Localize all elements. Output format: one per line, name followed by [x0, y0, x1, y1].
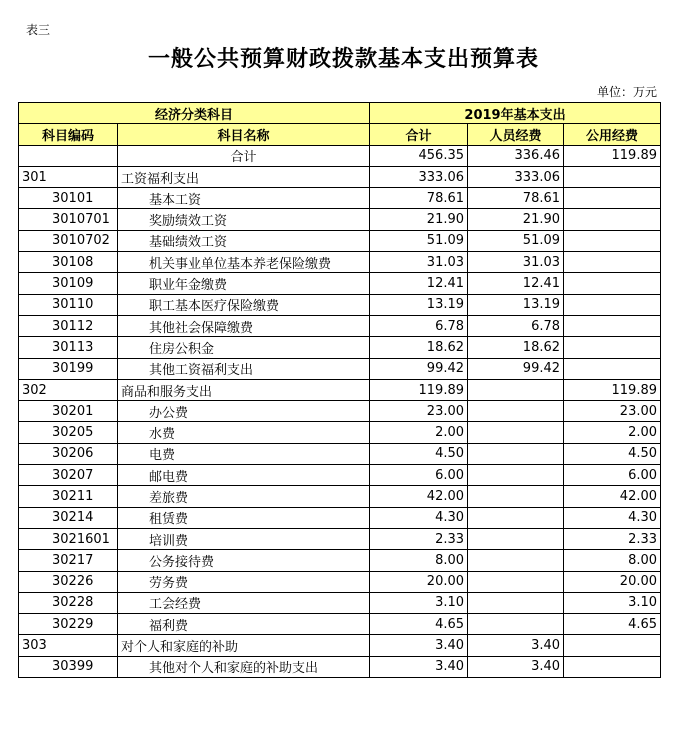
cell-name: 工资福利支出 — [118, 166, 370, 187]
cell-staff — [468, 550, 564, 571]
cell-staff — [468, 507, 564, 528]
cell-public: 42.00 — [564, 486, 661, 507]
cell-code: 30101 — [19, 188, 118, 209]
cell-total: 18.62 — [370, 337, 468, 358]
cell-public — [564, 358, 661, 379]
header-group-row — [19, 103, 661, 124]
table-row — [19, 379, 661, 400]
cell-public: 23.00 — [564, 401, 661, 422]
cell-staff: 99.42 — [468, 358, 564, 379]
cell-public: 119.89 — [564, 379, 661, 400]
cell-code: 30108 — [19, 252, 118, 273]
cell-total: 51.09 — [370, 230, 468, 251]
header-staff: 人员经费 — [468, 124, 564, 145]
table-row — [19, 635, 661, 656]
cell-public: 4.50 — [564, 443, 661, 464]
cell-name: 劳务费 — [118, 571, 370, 592]
cell-code: 30113 — [19, 337, 118, 358]
table-row — [19, 571, 661, 592]
cell-total: 2.33 — [370, 528, 468, 549]
table-row — [19, 507, 661, 528]
cell-staff: 78.61 — [468, 188, 564, 209]
cell-code: 3010701 — [19, 209, 118, 230]
cell-name: 职业年金缴费 — [118, 273, 370, 294]
cell-total: 21.90 — [370, 209, 468, 230]
cell-staff: 3.40 — [468, 656, 564, 677]
cell-name: 租赁费 — [118, 507, 370, 528]
cell-name: 其他对个人和家庭的补助支出 — [118, 656, 370, 677]
table-row — [19, 550, 661, 571]
cell-public: 20.00 — [564, 571, 661, 592]
cell-code: 30207 — [19, 465, 118, 486]
cell-staff: 18.62 — [468, 337, 564, 358]
cell-public — [564, 635, 661, 656]
cell-total: 3.40 — [370, 656, 468, 677]
cell-code — [19, 145, 118, 166]
cell-code: 30109 — [19, 273, 118, 294]
cell-public — [564, 337, 661, 358]
cell-staff: 13.19 — [468, 294, 564, 315]
table-row — [19, 230, 661, 251]
cell-name: 机关事业单位基本养老保险缴费 — [118, 252, 370, 273]
cell-staff — [468, 486, 564, 507]
cell-name: 职工基本医疗保险缴费 — [118, 294, 370, 315]
cell-staff: 333.06 — [468, 166, 564, 187]
page-title: 一般公共预算财政拨款基本支出预算表 — [147, 47, 539, 72]
table-row — [19, 315, 661, 336]
cell-staff — [468, 443, 564, 464]
cell-name: 基础绩效工资 — [118, 230, 370, 251]
cell-public: 2.33 — [564, 528, 661, 549]
cell-code: 30110 — [19, 294, 118, 315]
cell-total: 4.30 — [370, 507, 468, 528]
cell-public — [564, 273, 661, 294]
cell-staff — [468, 614, 564, 635]
cell-staff — [468, 592, 564, 613]
cell-total: 20.00 — [370, 571, 468, 592]
table-row — [19, 188, 661, 209]
header-economic-classification: 经济分类科目 — [19, 103, 370, 124]
header-column-row — [19, 124, 661, 145]
cell-total: 42.00 — [370, 486, 468, 507]
header-code: 科目编码 — [19, 124, 118, 145]
cell-total: 333.06 — [370, 166, 468, 187]
cell-public: 2.00 — [564, 422, 661, 443]
cell-total: 31.03 — [370, 252, 468, 273]
cell-total: 3.40 — [370, 635, 468, 656]
header-name: 科目名称 — [118, 124, 370, 145]
table-row — [19, 422, 661, 443]
cell-total: 4.50 — [370, 443, 468, 464]
cell-staff: 21.90 — [468, 209, 564, 230]
cell-code: 30112 — [19, 315, 118, 336]
cell-public: 3.10 — [564, 592, 661, 613]
table-row — [19, 252, 661, 273]
cell-name: 邮电费 — [118, 465, 370, 486]
cell-name: 公务接待费 — [118, 550, 370, 571]
table-row — [19, 443, 661, 464]
cell-total: 3.10 — [370, 592, 468, 613]
cell-public: 4.65 — [564, 614, 661, 635]
cell-name: 办公费 — [118, 401, 370, 422]
table-row — [19, 528, 661, 549]
cell-code: 3021601 — [19, 528, 118, 549]
cell-total: 13.19 — [370, 294, 468, 315]
table-row — [19, 145, 661, 166]
cell-total: 4.65 — [370, 614, 468, 635]
cell-code: 30201 — [19, 401, 118, 422]
header-basic-expenditure: 2019年基本支出 — [370, 103, 661, 124]
cell-code: 30214 — [19, 507, 118, 528]
cell-code: 30226 — [19, 571, 118, 592]
table-row — [19, 209, 661, 230]
table-row — [19, 337, 661, 358]
cell-staff: 51.09 — [468, 230, 564, 251]
cell-staff: 12.41 — [468, 273, 564, 294]
cell-code: 30206 — [19, 443, 118, 464]
cell-public — [564, 188, 661, 209]
cell-public: 4.30 — [564, 507, 661, 528]
table-row — [19, 294, 661, 315]
cell-total: 2.00 — [370, 422, 468, 443]
table-number-label: 表三 — [26, 23, 51, 37]
cell-public: 8.00 — [564, 550, 661, 571]
cell-staff: 6.78 — [468, 315, 564, 336]
cell-public — [564, 209, 661, 230]
cell-code: 30211 — [19, 486, 118, 507]
cell-code: 3010702 — [19, 230, 118, 251]
cell-name: 培训费 — [118, 528, 370, 549]
cell-name: 电费 — [118, 443, 370, 464]
cell-public: 6.00 — [564, 465, 661, 486]
cell-staff — [468, 401, 564, 422]
header-total: 合计 — [370, 124, 468, 145]
cell-name: 基本工资 — [118, 188, 370, 209]
cell-name: 住房公积金 — [118, 337, 370, 358]
table-row — [19, 656, 661, 677]
table-body — [19, 145, 661, 677]
cell-code: 303 — [19, 635, 118, 656]
cell-public: 119.89 — [564, 145, 661, 166]
table-row — [19, 614, 661, 635]
cell-staff — [468, 571, 564, 592]
cell-total: 6.00 — [370, 465, 468, 486]
cell-name: 差旅费 — [118, 486, 370, 507]
cell-code: 301 — [19, 166, 118, 187]
cell-public — [564, 315, 661, 336]
table-row — [19, 592, 661, 613]
cell-staff: 336.46 — [468, 145, 564, 166]
cell-total: 78.61 — [370, 188, 468, 209]
cell-code: 302 — [19, 379, 118, 400]
cell-staff — [468, 379, 564, 400]
cell-total: 12.41 — [370, 273, 468, 294]
table-row — [19, 358, 661, 379]
table-row — [19, 166, 661, 187]
table-row — [19, 465, 661, 486]
cell-code: 30228 — [19, 592, 118, 613]
cell-name: 奖励绩效工资 — [118, 209, 370, 230]
cell-staff — [468, 465, 564, 486]
cell-total: 456.35 — [370, 145, 468, 166]
cell-public — [564, 252, 661, 273]
cell-name: 商品和服务支出 — [118, 379, 370, 400]
cell-public — [564, 294, 661, 315]
budget-table — [18, 102, 661, 678]
table-row — [19, 401, 661, 422]
table-row — [19, 273, 661, 294]
cell-name: 工会经费 — [118, 592, 370, 613]
cell-code: 30217 — [19, 550, 118, 571]
cell-total: 8.00 — [370, 550, 468, 571]
cell-total: 99.42 — [370, 358, 468, 379]
cell-total: 119.89 — [370, 379, 468, 400]
cell-staff — [468, 422, 564, 443]
cell-name: 合计 — [118, 145, 370, 166]
cell-staff — [468, 528, 564, 549]
cell-public — [564, 656, 661, 677]
cell-name: 福利费 — [118, 614, 370, 635]
cell-code: 30399 — [19, 656, 118, 677]
cell-total: 6.78 — [370, 315, 468, 336]
unit-label: 单位：万元 — [596, 85, 657, 99]
cell-code: 30205 — [19, 422, 118, 443]
cell-public — [564, 230, 661, 251]
cell-code: 30199 — [19, 358, 118, 379]
cell-name: 水费 — [118, 422, 370, 443]
cell-name: 对个人和家庭的补助 — [118, 635, 370, 656]
cell-name: 其他社会保障缴费 — [118, 315, 370, 336]
cell-public — [564, 166, 661, 187]
header-public: 公用经费 — [564, 124, 661, 145]
cell-code: 30229 — [19, 614, 118, 635]
cell-total: 23.00 — [370, 401, 468, 422]
cell-name: 其他工资福利支出 — [118, 358, 370, 379]
table-row — [19, 486, 661, 507]
cell-staff: 31.03 — [468, 252, 564, 273]
cell-staff: 3.40 — [468, 635, 564, 656]
